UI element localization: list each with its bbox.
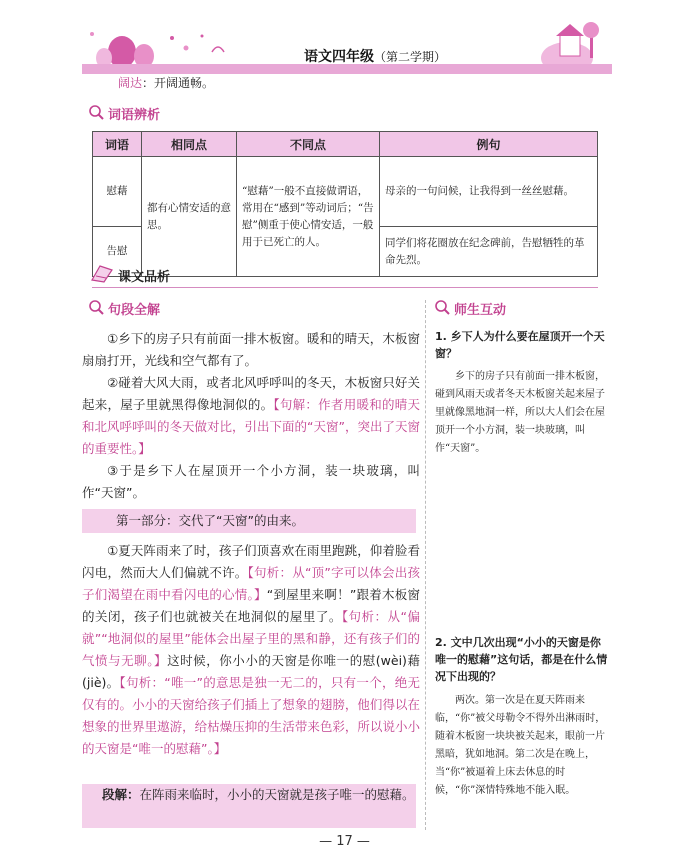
question-1: 1. 乡下人为什么要在屋顶开一个天窗？ xyxy=(435,330,605,360)
cibian-heading: 词语辨析 xyxy=(108,108,161,123)
note-text: 【句析：从“偏就”“地洞似的屋里”能体会出屋子里的黑和静，还有孩子们的气愤与无聊。】 xyxy=(82,609,420,668)
pencil-book-icon xyxy=(90,262,116,284)
col-header: 例句 xyxy=(380,132,598,157)
word-table xyxy=(92,131,598,277)
paragraph-4: ①夏天阵雨来了时，孩子们顶喜欢在雨里跑跳，仰着脸看闪电，然而大人们偏就不许。【句析：从“顶”字可以体会出孩子们渴望在雨中看闪电的心情。】“到屋里来啊！”跟着木板窗的关闭，孩子们也就被关在地洞似的屋里了。【句析：从“偏就”“地洞似的屋里”能体会出屋子里的黑和静，还有孩子们的气愤与无聊。】这时候，你小小的天窗是你唯一的慰(wèi)藉(jiè)。【句析：“唯一”的意思是独一无二的，只有一个，绝无仅有的。小小的天窗给孩子们插上了想象的翅膀，他们得以在想象的世界里遨游，给枯燥压抑的生活带来色彩，所以说小小的天窗是“唯一的慰藉”。】 xyxy=(82,543,420,756)
col-header: 相同点 xyxy=(142,132,237,157)
juduan-heading: 句段全解 xyxy=(108,303,161,318)
example-cell: 母亲的一句问候，让我得到一丝丝慰藉。 xyxy=(380,157,598,227)
word-cell: 告慰 xyxy=(93,227,142,277)
col-header: 不同点 xyxy=(237,132,380,157)
answer-2: 两次。第一次是在夏天阵雨来临，“你”被父母勒令不得外出淋雨时，随着木板窗一块块被关起来，眼前一片黑暗，犹如地洞。第二次是在晚上，当“你”被逼着上床去休息的时候，“你”深情特殊地不能入眠。 xyxy=(435,695,606,796)
magnifier-icon xyxy=(88,299,104,315)
paragraph-1: ①乡下的房子只有前面一排木板窗。暖和的晴天，木板窗扇扇打开，光线和空气都有了。 xyxy=(82,331,420,368)
note-text: 【句解：作者用暖和的晴天和北风呼呼叫的冬天做对比，引出下面的“天窗”，突出了天窗的重要性。】 xyxy=(82,397,420,456)
shisheng-heading: 师生互动 xyxy=(454,303,507,318)
paragraph-summary-band: 段解：在阵雨来临时，小小的天窗就是孩子唯一的慰藉。 xyxy=(82,784,416,828)
same-cell: 都有心情安适的意思。 xyxy=(142,157,237,277)
note-text: 【句析：“唯一”的意思是独一无二的，只有一个，绝无仅有的。小小的天窗给孩子们插上了想象的翅膀，他们得以在想象的世界里遨游，给枯燥压抑的生活带来色彩，所以说小小的天窗是“唯一的慰藉”。】 xyxy=(82,675,420,756)
kewen-heading: 课文品析 xyxy=(118,270,171,285)
header-title: 语文四年级（第二学期） xyxy=(304,49,447,65)
paragraph-3: ③于是乡下人在屋顶开一个小方洞，装一块玻璃，叫作“天窗”。 xyxy=(82,463,420,500)
magnifier-icon xyxy=(434,299,450,315)
col-header: 词语 xyxy=(93,132,142,157)
note-text: 【句析：从“顶”字可以体会出孩子们渴望在雨中看闪电的心情。】 xyxy=(82,565,420,602)
diff-cell: “慰藉”一般不直接做谓语，常用在“感到”等动词后；“告慰”侧重于使心情安适，一般用于已死亡的人。 xyxy=(237,157,380,277)
page-number: — 17 — xyxy=(319,834,370,849)
question-2: 2. 文中几次出现“小小的天窗是你唯一的慰藉”这句话，都是在什么情况下出现的？ xyxy=(435,636,608,683)
intro-line: 阔达：开阔通畅。 xyxy=(118,76,215,90)
word-cell: 慰藉 xyxy=(93,157,142,227)
column-divider xyxy=(425,300,426,830)
answer-1: 乡下的房子只有前面一排木板窗，碰到风雨天或者冬天木板窗关起来屋子里就像黑地洞一样，所以大人们会在屋顶开一个小方洞，装一块玻璃，叫作“天窗”。 xyxy=(435,371,605,454)
paragraph-2: ②碰着大风大雨，或者北风呼呼叫的冬天，木板窗只好关起来，屋子里就黑得像地洞似的。【句解：作者用暖和的晴天和北风呼呼叫的冬天做对比，引出下面的“天窗”，突出了天窗的重要性。】 xyxy=(82,375,420,456)
example-cell: 同学们将花圈放在纪念碑前，告慰牺牲的革命先烈。 xyxy=(380,227,598,277)
section-rule xyxy=(92,287,598,288)
part-summary-band: 第一部分：交代了“天窗”的由来。 xyxy=(82,509,416,533)
magnifier-icon xyxy=(88,104,104,120)
